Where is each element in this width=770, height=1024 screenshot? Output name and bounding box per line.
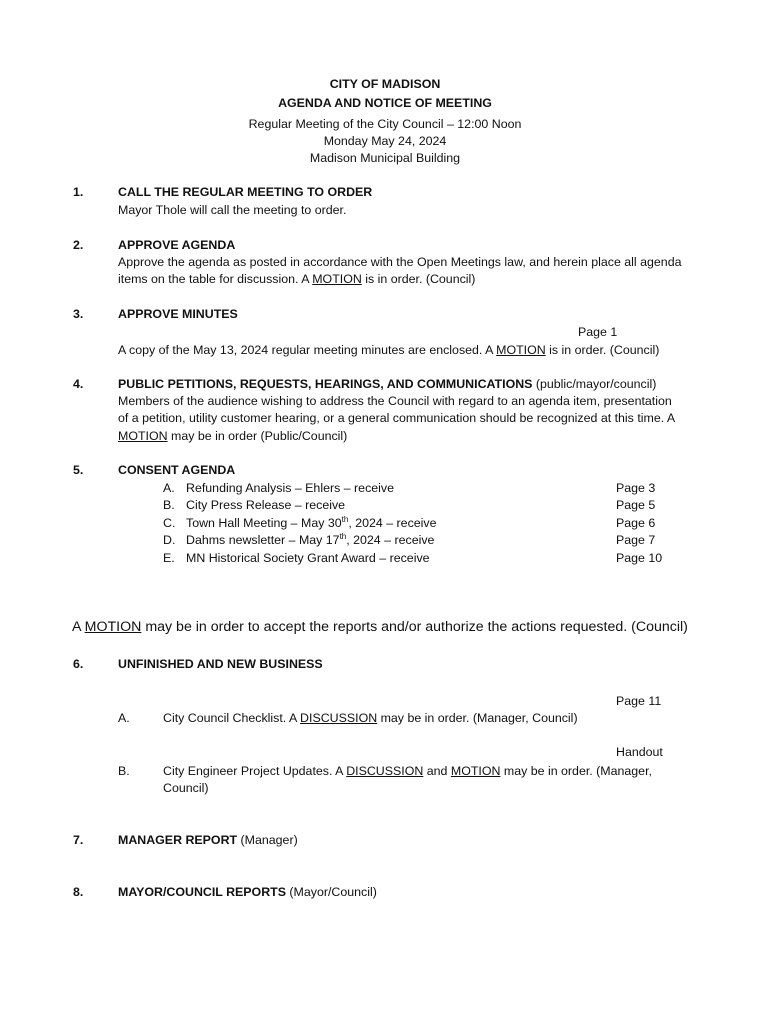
item-8-line <box>118 885 377 899</box>
consent-item-e: MN Historical Society Grant Award – receive <box>186 551 430 565</box>
item-3-text-post: is in order. (Council) <box>545 343 660 357</box>
item-1-number: 1. <box>73 185 84 199</box>
item-3-heading: APPROVE MINUTES <box>118 307 238 321</box>
item-6b-discussion: DISCUSSION <box>346 764 424 778</box>
consent-letter-b: B. <box>163 498 175 512</box>
item-2-motion: MOTION <box>312 272 362 286</box>
item-4-heading-suffix: (public/mayor/council) <box>532 377 657 391</box>
item-6b-letter: B. <box>118 764 130 778</box>
item-5-number: 5. <box>73 463 84 477</box>
motion-line-post: may be in order to accept the reports and/or authorize the actions requested. (Council) <box>141 619 688 635</box>
meeting-location: Madison Municipal Building <box>309 151 461 165</box>
item-1-heading: CALL THE REGULAR MEETING TO ORDER <box>118 185 373 199</box>
consent-item-d-pre: Dahms newsletter – May 17 <box>186 533 340 547</box>
item-6-number: 6. <box>73 657 84 671</box>
item-6a-post: may be in order. (Manager, Council) <box>377 711 578 725</box>
consent-letter-c: C. <box>163 516 176 530</box>
item-6a-pre: City Council Checklist. A <box>163 711 301 725</box>
consent-item-c-pre: Town Hall Meeting – May 30 <box>186 516 342 530</box>
item-8-suffix: (Mayor/Council) <box>285 885 377 899</box>
item-2-text-line2 <box>118 272 475 286</box>
item-6b-and: and <box>423 764 451 778</box>
item-4-text-line1: Members of the audience wishing to address the Council with regard to an agenda item, presentation <box>118 394 672 408</box>
item-3-motion: MOTION <box>496 343 546 357</box>
item-5-heading: CONSENT AGENDA <box>118 463 236 477</box>
consent-page-e: Page 10 <box>616 551 663 565</box>
consent-item-d-post: , 2024 – receive <box>346 533 435 547</box>
item-7-number: 7. <box>73 833 84 847</box>
consent-item-d-sup: th <box>339 531 347 541</box>
meeting-description: Regular Meeting of the City Council – 12:00 Noon <box>248 117 522 131</box>
item-2-text-line1: Approve the agenda as posted in accordance with the Open Meetings law, and herein place all agenda <box>118 255 682 269</box>
consent-item-c <box>186 516 437 530</box>
item-2-heading: APPROVE AGENDA <box>118 238 236 252</box>
item-6b-motion: MOTION <box>450 764 501 778</box>
consent-letter-a: A. <box>163 481 175 495</box>
item-8-number: 8. <box>73 885 84 899</box>
item-6b-pre: City Engineer Project Updates. A <box>163 764 347 778</box>
item-3-number: 3. <box>73 307 84 321</box>
item-6b-page: Handout <box>616 745 663 759</box>
item-6-heading: UNFINISHED AND NEW BUSINESS <box>118 657 323 671</box>
consent-page-d: Page 7 <box>616 533 656 547</box>
item-4-text-line3 <box>118 429 347 443</box>
consent-item-a: Refunding Analysis – Ehlers – receive <box>186 481 395 495</box>
item-6a-letter: A. <box>118 711 130 725</box>
item-1-text: Mayor Thole will call the meeting to order. <box>118 203 347 217</box>
item-7-line <box>118 833 298 847</box>
consent-page-c: Page 6 <box>616 516 656 530</box>
item-6a-discussion: DISCUSSION <box>300 711 378 725</box>
page-title: AGENDA AND NOTICE OF MEETING <box>278 96 492 110</box>
meeting-date: Monday May 24, 2024 <box>323 134 447 148</box>
motion-line-pre: A <box>72 619 85 635</box>
item-4-heading-line <box>118 377 656 391</box>
item-8-heading: MAYOR/COUNCIL REPORTS <box>118 885 286 899</box>
item-6a-text <box>163 711 578 725</box>
item-3-text-pre: A copy of the May 13, 2024 regular meeting minutes are enclosed. A <box>118 343 497 357</box>
motion-line-motion: MOTION <box>84 619 142 635</box>
consent-item-d <box>186 533 434 547</box>
consent-page-a: Page 3 <box>616 481 656 495</box>
item-4-text-post: may be in order (Public/Council) <box>167 429 348 443</box>
consent-letter-e: E. <box>163 551 175 565</box>
city-name: CITY OF MADISON <box>329 77 441 91</box>
consent-motion-statement <box>72 619 688 635</box>
consent-item-c-post: , 2024 – receive <box>348 516 437 530</box>
consent-item-b: City Press Release – receive <box>186 498 346 512</box>
item-7-heading: MANAGER REPORT <box>118 833 238 847</box>
item-6b-post: may be in order. (Manager, <box>500 764 652 778</box>
item-6b-text-line2: Council) <box>163 781 209 795</box>
item-2-text-post: is in order. (Council) <box>361 272 476 286</box>
item-2-number: 2. <box>73 238 84 252</box>
item-6b-text <box>163 764 652 778</box>
item-3-text <box>118 343 659 357</box>
item-4-text-line2: of a petition, utility customer hearing, or a general communication should be recognized at this time. A <box>118 411 676 425</box>
item-3-page: Page 1 <box>578 325 618 339</box>
item-4-heading: PUBLIC PETITIONS, REQUESTS, HEARINGS, AND COMMUNICATIONS <box>118 377 533 391</box>
item-6a-page: Page 11 <box>616 694 662 708</box>
item-2-text-pre: items on the table for discussion. A <box>118 272 313 286</box>
consent-letter-d: D. <box>163 533 176 547</box>
item-4-number: 4. <box>73 377 84 391</box>
item-4-motion: MOTION <box>118 429 168 443</box>
consent-page-b: Page 5 <box>616 498 656 512</box>
item-7-suffix: (Manager) <box>237 833 298 847</box>
consent-item-c-sup: th <box>341 514 349 524</box>
